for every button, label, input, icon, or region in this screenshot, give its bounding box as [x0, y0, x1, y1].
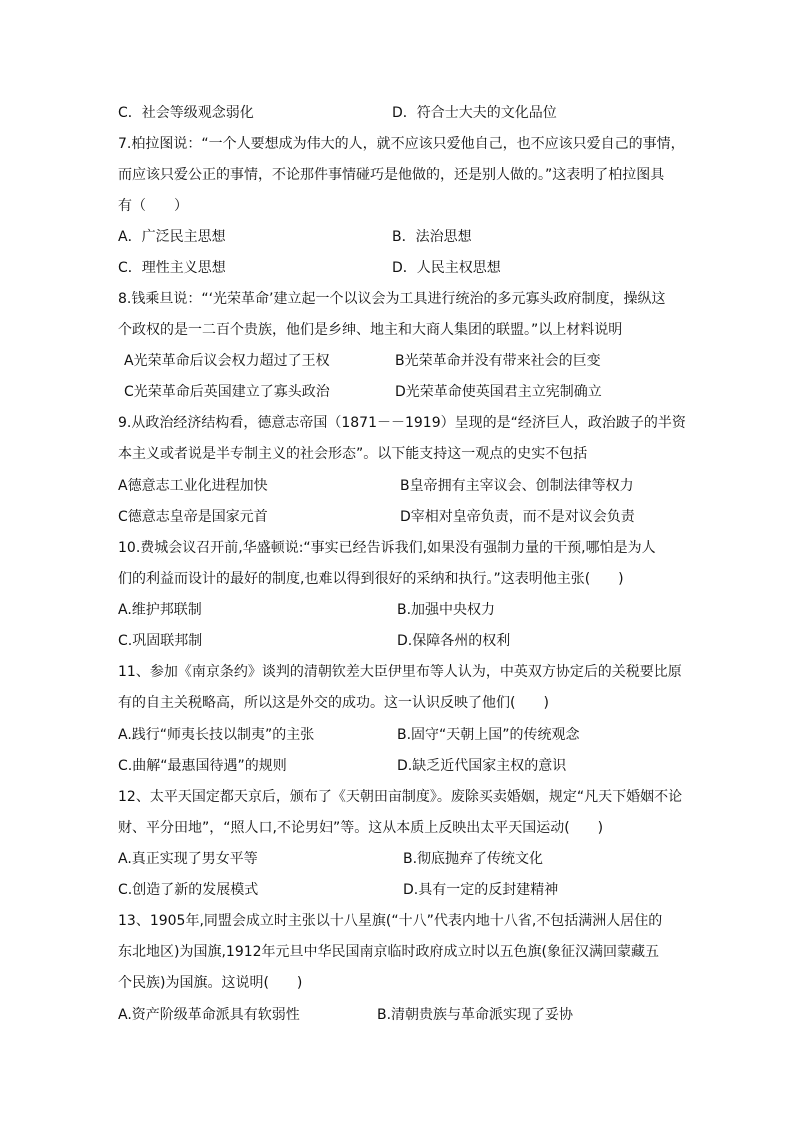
- q11-stem-line-1: 11、参加《南京条约》谈判的清朝钦差大臣伊里布等人认为，中英双方协定后的关税要比原: [118, 664, 682, 680]
- q7-stem-line-1: 7.柏拉图说：“一个人要想成为伟大的人，就不应该只爱他自己，也不应该只爱自己的事情，: [118, 136, 685, 152]
- q12-option-d: D.具有一定的反封建精神: [403, 882, 559, 898]
- q10-option-b: B.加强中央权力: [397, 602, 496, 618]
- q6-option-d: D．符合士大夫的文化品位: [392, 105, 557, 121]
- q12-option-b: B.彻底抛弃了传统文化: [403, 851, 544, 867]
- q9-option-a: A德意志工业化进程加快: [118, 478, 268, 494]
- q8-option-a: A光荣革命后议会权力超过了王权: [124, 353, 330, 369]
- q10-option-c: C.巩固联邦制: [118, 633, 203, 649]
- q11-stem-line-2: 有的自主关税略高，所以这是外交的成功。这一认识反映了他们( ): [118, 695, 549, 711]
- q7-stem-line-3: 有（ ）: [118, 198, 188, 214]
- q11-option-d: D.缺乏近代国家主权的意识: [397, 758, 567, 774]
- q9-option-d: D宰相对皇帝负责，而不是对议会负责: [400, 509, 635, 525]
- q11-option-a: A.践行“师夷长技以制夷”的主张: [118, 727, 315, 743]
- q11-option-b: B.固守“天朝上国”的传统观念: [397, 727, 580, 743]
- q6-option-c: C．社会等级观念弱化: [118, 105, 254, 121]
- q9-stem-line-1: 9.从政治经济结构看，德意志帝国（1871－－1919）呈现的是“经济巨人，政治跛子的半资: [118, 415, 686, 431]
- q13-stem-line-2: 东北地区)为国旗,1912年元旦中华民国南京临时政府成立时以五色旗(象征汉满回蒙藏五: [118, 944, 660, 960]
- q12-stem-line-1: 12、太平天国定都天京后，颁布了《天朝田亩制度》。废除买卖婚姻，规定“凡天下婚姻不论: [118, 789, 683, 805]
- q9-option-b: B皇帝拥有主宰议会、创制法律等权力: [400, 478, 634, 494]
- q12-stem-line-2: 财、平分田地”，“照人口,不论男妇”等。这从本质上反映出太平天国运动( ): [118, 820, 604, 836]
- q9-option-c: C德意志皇帝是国家元首: [118, 509, 268, 525]
- q10-option-a: A.维护邦联制: [118, 602, 202, 618]
- q12-option-a: A.真正实现了男女平等: [118, 851, 258, 867]
- q7-option-c: C．理性主义思想: [118, 260, 226, 276]
- q8-option-c: C光荣革命后英国建立了寡头政治: [124, 384, 330, 400]
- q8-stem-line-2: 个政权的是一二百个贵族，他们是乡绅、地主和大商人集团的联盟。”以上材料说明: [118, 322, 623, 338]
- q9-stem-line-2: 本主义或者说是半专制主义的社会形态”。以下能支持这一观点的史实不包括: [118, 446, 588, 462]
- q11-option-c: C.曲解“最惠国待遇”的规则: [118, 758, 287, 774]
- q12-option-c: C.创造了新的发展模式: [118, 882, 259, 898]
- q10-option-d: D.保障各州的权利: [397, 633, 511, 649]
- q7-option-a: A．广泛民主思想: [118, 229, 226, 245]
- q10-stem-line-1: 10.费城会议召开前,华盛顿说:“事实已经告诉我们,如果没有强制力量的干预,哪怕是为人: [118, 540, 656, 556]
- q7-option-b: B．法治思想: [392, 229, 472, 245]
- q7-option-d: D．人民主权思想: [392, 260, 501, 276]
- q8-option-b: B光荣革命并没有带来社会的巨变: [395, 353, 601, 369]
- q7-stem-line-2: 而应该只爱公正的事情，不论那件事情碰巧是他做的，还是别人做的。”这表明了柏拉图具: [118, 167, 665, 183]
- q8-option-d: D光荣革命使英国君主立宪制确立: [395, 384, 602, 400]
- q13-option-b: B.清朝贵族与革命派实现了妥协: [377, 1007, 574, 1023]
- q13-stem-line-1: 13、1905年,同盟会成立时主张以十八星旗(“十八”代表内地十八省,不包括满洲人居住的: [118, 913, 663, 929]
- q13-stem-line-3: 个民族)为国旗。这说明( ): [118, 975, 303, 991]
- q13-option-a: A.资产阶级革命派具有软弱性: [118, 1007, 300, 1023]
- q10-stem-line-2: 们的利益而设计的最好的制度,也难以得到很好的采纳和执行。”这表明他主张( ): [118, 571, 624, 587]
- q8-stem-line-1: 8.钱乘旦说：“‘光荣革命’建立起一个以议会为工具进行统治的多元寡头政府制度，操纵这: [118, 291, 666, 307]
